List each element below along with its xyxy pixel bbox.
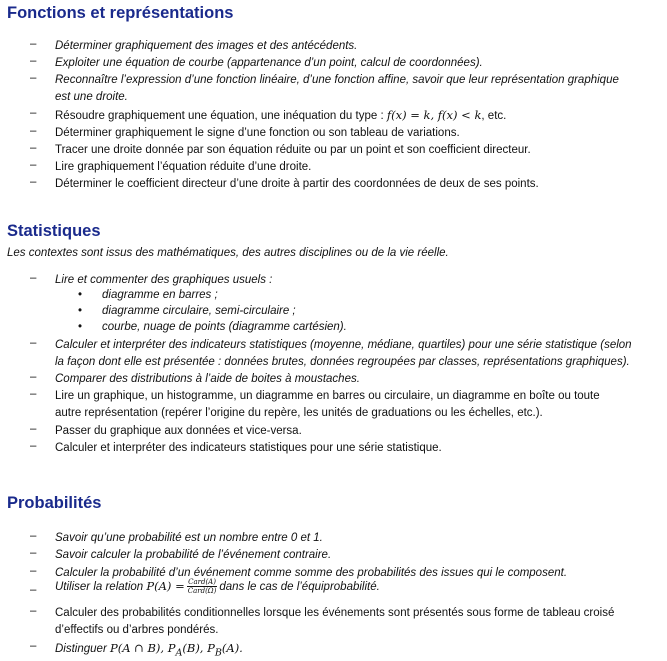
dash-marker: – xyxy=(30,72,37,84)
list-item: Calculer des probabilités conditionnelles lorsque les événements sont présentés sous forme de tableau croisé xyxy=(55,607,615,619)
list-item: Reconnaître l’expression d’une fonction linéaire, d’une fonction affine, savoir que leur représentation graphique xyxy=(55,74,619,86)
math-expression: P(A ∩ B), $P_A(B)$, $P_B(A)$. xyxy=(109,641,243,659)
list-item: Calculer et interpréter des indicateurs statistiques pour une série statistique. xyxy=(55,442,442,454)
dash-marker: – xyxy=(30,565,37,577)
dash-marker: – xyxy=(30,176,37,188)
list-item: Passer du graphique aux données et vice-versa. xyxy=(55,425,302,437)
dash-marker: – xyxy=(30,142,37,154)
dash-marker: – xyxy=(30,640,37,652)
sub-list-item: diagramme circulaire, semi-circulaire ; xyxy=(102,305,296,317)
dash-marker: – xyxy=(30,38,37,50)
sub-list-item: courbe, nuage de points (diagramme cartésien). xyxy=(102,321,347,333)
list-item: Déterminer graphiquement le signe d’une fonction ou son tableau de variations. xyxy=(55,127,460,139)
list-item: Déterminer graphiquement des images et des antécédents. xyxy=(55,40,358,52)
list-item: Utiliser la relation P(A) = $\frac{\text{Card(A)}}{\text{Card(Ω)}}$ dans le cas de l’équiprobabilité. xyxy=(55,578,380,596)
list-item-continuation: est une droite. xyxy=(55,91,128,103)
bullet-marker: • xyxy=(78,305,83,317)
math-expression: f(x) = k, f(x) < k xyxy=(386,108,482,122)
dash-marker: – xyxy=(30,55,37,67)
list-item-continuation: la façon dont elle est présentée : données brutes, données regroupées par classes, représentations graphiques). xyxy=(55,356,630,368)
list-item: Calculer la probabilité d’un événement comme somme des probabilités des issues qui le composent. xyxy=(55,567,568,579)
dash-marker: – xyxy=(30,371,37,383)
math-expression: P(A) = xyxy=(146,579,185,593)
section-intro: Les contextes sont issus des mathématiques, des autres disciplines ou de la vie réelle. xyxy=(7,247,449,259)
fraction: $\frac{\text{Card(A)}}{\text{Card(Ω)}}$ xyxy=(187,578,217,596)
dash-marker: – xyxy=(30,272,37,284)
bullet-marker: • xyxy=(78,321,83,333)
dash-marker: – xyxy=(30,584,37,596)
list-item-continuation: d’effectifs ou d’arbres pondérés. xyxy=(55,624,219,636)
dash-marker: – xyxy=(30,605,37,617)
list-item: Comparer des distributions à l’aide de boites à moustaches. xyxy=(55,373,360,385)
dash-marker: – xyxy=(30,440,37,452)
dash-marker: – xyxy=(30,159,37,171)
list-item-continuation: autre représentation (repérer l’origine du repère, les unités de graduations ou les échelles, etc.). xyxy=(55,407,543,419)
dash-marker: – xyxy=(30,107,37,119)
dash-marker: – xyxy=(30,125,37,137)
list-item: Déterminer le coefficient directeur d’une droite à partir des coordonnées de deux de ses points. xyxy=(55,178,539,190)
list-item: Savoir calculer la probabilité de l’événement contraire. xyxy=(55,549,332,561)
list-item: Savoir qu’une probabilité est un nombre entre 0 et 1. xyxy=(55,532,323,544)
dash-marker: – xyxy=(30,547,37,559)
list-item: Calculer et interpréter des indicateurs statistiques (moyenne, médiane, quartiles) pour une série statistique (selon xyxy=(55,339,632,351)
dash-marker: – xyxy=(30,337,37,349)
dash-marker: – xyxy=(30,388,37,400)
sub-list-item: diagramme en barres ; xyxy=(102,289,218,301)
list-item: Résoudre graphiquement une équation, une inéquation du type : f(x) = k, f(x) < k, etc. xyxy=(55,108,507,122)
dash-marker: – xyxy=(30,530,37,542)
list-item: Lire et commenter des graphiques usuels : xyxy=(55,274,273,286)
section-title-probabilites: Probabilités xyxy=(7,494,102,512)
bullet-marker: • xyxy=(78,289,83,301)
list-item: Lire graphiquement l’équation réduite d’une droite. xyxy=(55,161,312,173)
section-title-statistiques: Statistiques xyxy=(7,222,101,240)
list-item: Distinguer P(A ∩ B), $P_A(B)$, $P_B(A)$. xyxy=(55,641,243,659)
list-item: Lire un graphique, un histogramme, un diagramme en barres ou circulaire, un diagramme en boîte ou toute xyxy=(55,390,600,402)
section-title-fonctions: Fonctions et représentations xyxy=(7,4,234,22)
list-item: Tracer une droite donnée par son équation réduite ou par un point et son coefficient directeur. xyxy=(55,144,531,156)
dash-marker: – xyxy=(30,423,37,435)
list-item: Exploiter une équation de courbe (appartenance d’un point, calcul de coordonnées). xyxy=(55,57,483,69)
